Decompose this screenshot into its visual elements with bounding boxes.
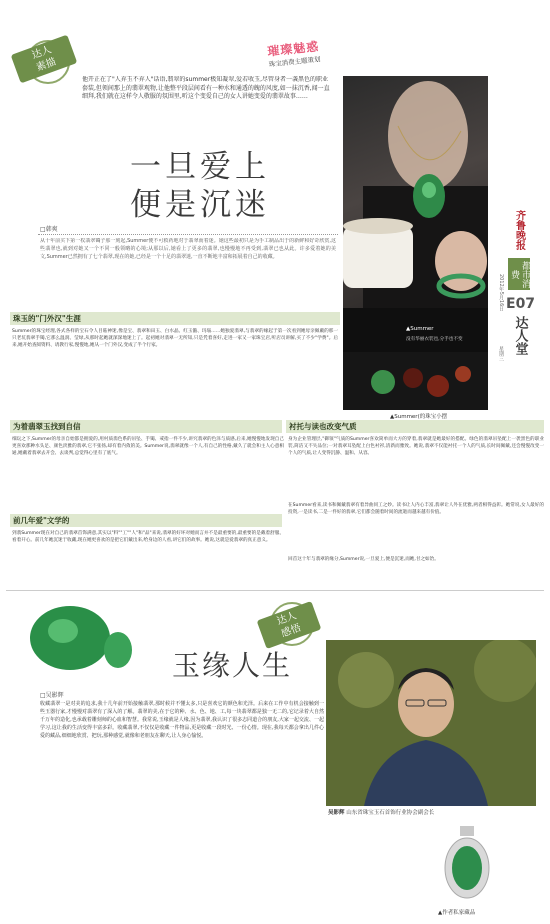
jade-shine: [48, 619, 78, 643]
pendant-caption: ▲作者私家藏品: [438, 910, 476, 916]
amber-bead: [455, 366, 471, 382]
portrait-svg: [326, 640, 536, 806]
divider: [38, 234, 338, 235]
portrait-caption: [328, 808, 544, 816]
feature2-author: □吴影辉: [40, 692, 64, 699]
summer-photo: [343, 76, 488, 352]
intro-text: 他开正在了"人弃玉不弃人"话语,翡翠的summer极知凝翠,爱若收玉,尽管身者一袭黑色的职业套装,但领间那上的翡翠观物,让他整平段层间看有一种水和通透的魄的风度,如一抹沉香,闻一直细拜,我们就在这样令人敬服的氛围里,听这个变爱自己的女人讲她变爱的翡翠故事……: [82, 76, 330, 101]
teacup-rim: [343, 218, 413, 234]
section-body-2: 细玩之下,Summer的母亲自始都是拥爱的,用村质翡色系的吊坠、手镯、戒指一件不少,讲究翡翠的色泽与质感,后来,她慢慢地发现自己更喜欢那种水头足、颜色淡雅的翡翠,它不张扬,却有着内敛的美。Summer说,翡翠就像一个人,有自己的性格,戴久了就会和主人心意相通,她戴着翡翠去开会、去谈判,总觉得心里有了底气。: [12, 437, 284, 457]
pendant-bail: [460, 826, 474, 836]
portrait-caption-name: 吴影辉: [328, 810, 345, 816]
right-body-1: 身为企业管理层,"御领"气质的Summer喜欢简单而大方的穿着,翡翠就是她最好的搭配。绿色的翡翠吊坠配上一袭黑色的职业装,简洁又不失品位;一对翡翠耳坠配上白色衬衫,清新而雅致。她说,翡翠不仅能衬托一个人的气质,长时间佩戴,还会慢慢改变一个人的气质,让人变得沉静、温和、从容。: [288, 437, 544, 457]
green-bead: [371, 370, 395, 394]
right-heading-text: 衬托与读也改变气质: [289, 422, 357, 431]
jewelry-photo-svg: [343, 352, 488, 410]
foliage-blob: [338, 652, 394, 708]
feature-title-line1: 一旦爱上: [130, 149, 270, 185]
portrait-caption-text: 山东省珠宝玉石首饰行业协会副会长: [346, 810, 435, 816]
pendant-svg: [430, 822, 504, 904]
pendant-jade: [452, 846, 482, 890]
teacup: [343, 226, 413, 288]
red-bead: [427, 375, 449, 397]
photo-caption-2: ▲Summer(的珠宝小摆: [390, 414, 448, 420]
portrait-photo: [326, 640, 536, 806]
tag-line-2: 素描: [34, 56, 58, 74]
feature2-body: 收藏翡翠一是对美的追求,我十几年前开始接触翡翠,那时候并不懂太多,只是喜欢它的颜色和光泽。后来在工作中有机会接触到一些玉器行家,才慢慢对翡翠有了深入的了解。翡翠的美,在于它的种、水、色、地、工,每一块翡翠都是独一无二的,它记录着大自然千万年的造化,也承载着雕刻师的心血和智慧。我常说,玉缘就是人缘,因为翡翠,我认识了很多志同道合的朋友,大家一起交流、一起学习,这让我的生活变得丰富多彩。收藏翡翠,不仅仅是收藏一件物品,更是收藏一段时光、一份心情。现在,我每天都会拿出几件心爱的藏品,细细地欣赏、把玩,那种感觉,就像和老朋友在聊天,让人身心愉悦。: [40, 701, 324, 739]
section-heading-2: [10, 420, 282, 433]
section-body-1: Summer的珠宝经理,各式各样的宝石令人目眩神迷,像是宝、翡翠和田玉、白水晶、红玉髓、玛瑙……她独爱翡翠,与翡翠的缘起于第一次看到她母亲佩戴的那一只老坑翡翠手镯,它那么温润、莹绿,从那时起她就深深地迷上了。起初她对翡翠一无所知,只是凭着喜好,走进一家又一家珠宝店,听店员讲解,买了不少"学费"。后来,她开始查阅资料、请教行家,慢慢地,她从一个门外汉,变成了半个行家。: [12, 329, 338, 349]
badge-subtitle: 珠宝消费主题策划: [268, 55, 321, 69]
photo-caption-1-sub: 没有华丽衣装也,分手也不变: [406, 337, 463, 342]
section-heading-2-text: 为着翡翠玉找到自信: [13, 422, 81, 431]
section-divider: [6, 590, 544, 591]
tag2-line-2: 感悟: [279, 622, 303, 640]
section-body-3: 到翡Summer现在对自己的翡翠首饰满意,其实以"料""工""人"和"品"来说,翡翠的好坏对她而言并不是最重要的,最重要的是戴着舒服、看着开心。前几年她沉迷于收藏,现在她更喜欢的是把它们戴出来,给身边的人看,讲它们的故事。她说,这就是爱翡翠的真正意义。: [12, 531, 284, 544]
jade-drop: [104, 632, 132, 668]
issue-weekday: [498, 346, 508, 363]
section-heading-3-text: 前几年爱"文学的: [13, 516, 70, 525]
right-heading: [286, 420, 544, 433]
pendant-photo: [430, 822, 504, 904]
tag-line-1: 达人: [30, 44, 54, 62]
right-body-2: 在Summer看来,读书和佩戴翡翠有着异曲同工之妙。读书让人内心丰富,翡翠让人外在优雅,两者相得益彰。她常说,女人最好的投资,一是读书,二是一件好的翡翠,它们都会随着时间的流逝而越来越有价值。: [288, 503, 544, 516]
jade-ring-photo: [8, 596, 140, 678]
brown-bead: [403, 368, 423, 388]
column-title-text: 达人堂: [512, 316, 528, 355]
photo-caption-1: ▲Summer: [406, 326, 434, 332]
jade-highlight: [422, 182, 436, 198]
feature2-title: 玉缘人生: [172, 649, 293, 682]
badge-title: 璀璨魅惑: [266, 39, 320, 59]
issue-date-text: 2012年5月16日: [498, 274, 504, 312]
summer-photo-svg: [343, 76, 488, 352]
column-title: [510, 316, 530, 359]
issue-date: [498, 274, 508, 344]
brand-logo-text: 齐鲁晚报: [513, 210, 525, 250]
section-heading-3: [10, 514, 282, 527]
feature-title: [100, 148, 300, 224]
jewelry-photo: [343, 352, 488, 410]
sidebar: [494, 210, 546, 380]
badge: [247, 35, 342, 76]
section-heading-1: [10, 312, 340, 325]
feature-lead: 从十年前买下第一枚翡翠镯子那一刻起,Summer便不可救药地对于翡翠而着迷。她这些最初只是为手工制品出于的新鲜和好奇欣赏,这些翡翠也,就到对她又一个不同一般领略的心境;从那以后,她看上了更多的翡翠,也慢慢地不再受到,翡翠已也从此。许多爱着她的美文,Summer已然拥有了七个翡翠,现在的她,已经是一个十足的翡翠迷,一直不断地丰富和拓展着自己的收藏。: [40, 238, 336, 260]
page-code: E07: [506, 296, 536, 312]
section-name-text: 都市消费: [509, 261, 530, 288]
feature-author: □韩爽: [40, 226, 58, 233]
right-body-3: 回首这十年与翡翠的缘分,Summer说,一旦爱上,便是沉迷,而她,甘之如饴。: [288, 557, 439, 562]
section-name: [508, 258, 530, 290]
tag2-line-1: 达人: [275, 610, 299, 628]
jade-ring-svg: [8, 596, 140, 678]
issue-weekday-text: 星期三: [498, 346, 504, 361]
section-heading-1-text: 珠玉的"门外汉"生涯: [13, 314, 81, 323]
feature-title-line2: 便是沉迷: [130, 187, 270, 223]
brand-logo: [510, 210, 528, 252]
